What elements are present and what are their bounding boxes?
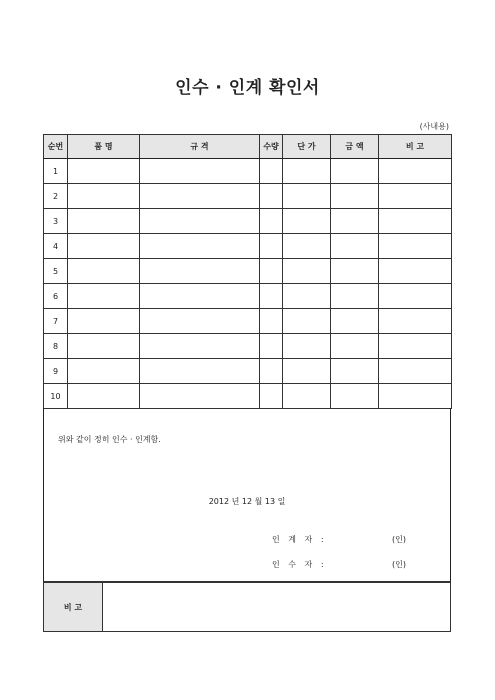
amount-cell[interactable] — [331, 284, 379, 309]
amount-cell[interactable] — [331, 384, 379, 409]
usage-note: (사내용) — [419, 122, 449, 131]
item-name-cell[interactable] — [68, 259, 140, 284]
quantity-cell[interactable] — [260, 309, 283, 334]
quantity-cell[interactable] — [260, 384, 283, 409]
spec-cell[interactable] — [140, 259, 260, 284]
amount-cell[interactable] — [331, 209, 379, 234]
remarks-cell[interactable] — [379, 284, 452, 309]
item-name-cell[interactable] — [68, 184, 140, 209]
row-number: 8 — [44, 334, 68, 359]
spec-cell[interactable] — [140, 334, 260, 359]
document-title: 인수 · 인계 확인서 — [175, 78, 320, 98]
remarks-cell[interactable] — [379, 359, 452, 384]
unit-price-cell[interactable] — [283, 384, 331, 409]
header-seq: 순번 — [44, 135, 68, 159]
amount-cell[interactable] — [331, 184, 379, 209]
document-date: 2012 년 12 월 13 일 — [208, 497, 286, 506]
handover-label: 인 계 자 : — [272, 535, 327, 544]
quantity-cell[interactable] — [260, 209, 283, 234]
item-name-cell[interactable] — [68, 159, 140, 184]
header-unit-price: 단 가 — [283, 135, 331, 159]
row-number: 7 — [44, 309, 68, 334]
quantity-cell[interactable] — [260, 284, 283, 309]
amount-cell[interactable] — [331, 159, 379, 184]
row-number: 1 — [44, 159, 68, 184]
amount-cell[interactable] — [331, 234, 379, 259]
remarks-cell[interactable] — [379, 384, 452, 409]
remarks-field[interactable] — [103, 583, 451, 632]
remarks-cell[interactable] — [379, 309, 452, 334]
amount-cell[interactable] — [331, 359, 379, 384]
spec-cell[interactable] — [140, 309, 260, 334]
remarks-label: 비 고 — [44, 583, 103, 632]
unit-price-cell[interactable] — [283, 209, 331, 234]
item-name-cell[interactable] — [68, 359, 140, 384]
item-name-cell[interactable] — [68, 284, 140, 309]
spec-cell[interactable] — [140, 384, 260, 409]
unit-price-cell[interactable] — [283, 184, 331, 209]
confirmation-section — [43, 408, 451, 582]
row-number: 6 — [44, 284, 68, 309]
amount-cell[interactable] — [331, 334, 379, 359]
header-amount: 금 액 — [331, 135, 379, 159]
table-row — [44, 309, 452, 334]
spec-cell[interactable] — [140, 209, 260, 234]
row-number: 10 — [44, 384, 68, 409]
table-row — [44, 259, 452, 284]
remarks-cell[interactable] — [379, 234, 452, 259]
remarks-cell[interactable] — [379, 184, 452, 209]
receiver-label: 인 수 자 : — [272, 560, 327, 569]
table-header-row — [44, 135, 452, 159]
unit-price-cell[interactable] — [283, 284, 331, 309]
table-row — [44, 334, 452, 359]
amount-cell[interactable] — [331, 259, 379, 284]
table-row — [44, 234, 452, 259]
row-number: 5 — [44, 259, 68, 284]
row-number: 4 — [44, 234, 68, 259]
confirmation-statement: 위와 같이 정히 인수 · 인계함. — [58, 435, 161, 444]
item-name-cell[interactable] — [68, 234, 140, 259]
row-number: 9 — [44, 359, 68, 384]
spec-cell[interactable] — [140, 284, 260, 309]
quantity-cell[interactable] — [260, 184, 283, 209]
quantity-cell[interactable] — [260, 359, 283, 384]
spec-cell[interactable] — [140, 234, 260, 259]
table-row — [44, 284, 452, 309]
quantity-cell[interactable] — [260, 334, 283, 359]
amount-cell[interactable] — [331, 309, 379, 334]
table-row — [44, 209, 452, 234]
table-row — [44, 184, 452, 209]
unit-price-cell[interactable] — [283, 309, 331, 334]
spec-cell[interactable] — [140, 359, 260, 384]
table-row — [44, 359, 452, 384]
remarks-table — [43, 582, 451, 632]
spec-cell[interactable] — [140, 184, 260, 209]
remarks-cell[interactable] — [379, 259, 452, 284]
item-name-cell[interactable] — [68, 384, 140, 409]
header-quantity: 수량 — [260, 135, 283, 159]
item-name-cell[interactable] — [68, 334, 140, 359]
remarks-cell[interactable] — [379, 209, 452, 234]
unit-price-cell[interactable] — [283, 234, 331, 259]
header-spec: 규 격 — [140, 135, 260, 159]
header-remarks: 비 고 — [379, 135, 452, 159]
table-row — [44, 384, 452, 409]
unit-price-cell[interactable] — [283, 159, 331, 184]
item-name-cell[interactable] — [68, 309, 140, 334]
quantity-cell[interactable] — [260, 234, 283, 259]
items-table — [43, 134, 452, 409]
row-number: 3 — [44, 209, 68, 234]
unit-price-cell[interactable] — [283, 259, 331, 284]
handover-seal: (인) — [392, 535, 406, 544]
table-row — [44, 159, 452, 184]
spec-cell[interactable] — [140, 159, 260, 184]
item-name-cell[interactable] — [68, 209, 140, 234]
unit-price-cell[interactable] — [283, 334, 331, 359]
header-item-name: 품 명 — [68, 135, 140, 159]
remarks-cell[interactable] — [379, 334, 452, 359]
row-number: 2 — [44, 184, 68, 209]
unit-price-cell[interactable] — [283, 359, 331, 384]
quantity-cell[interactable] — [260, 259, 283, 284]
receiver-seal: (인) — [392, 560, 406, 569]
quantity-cell[interactable] — [260, 159, 283, 184]
remarks-cell[interactable] — [379, 159, 452, 184]
